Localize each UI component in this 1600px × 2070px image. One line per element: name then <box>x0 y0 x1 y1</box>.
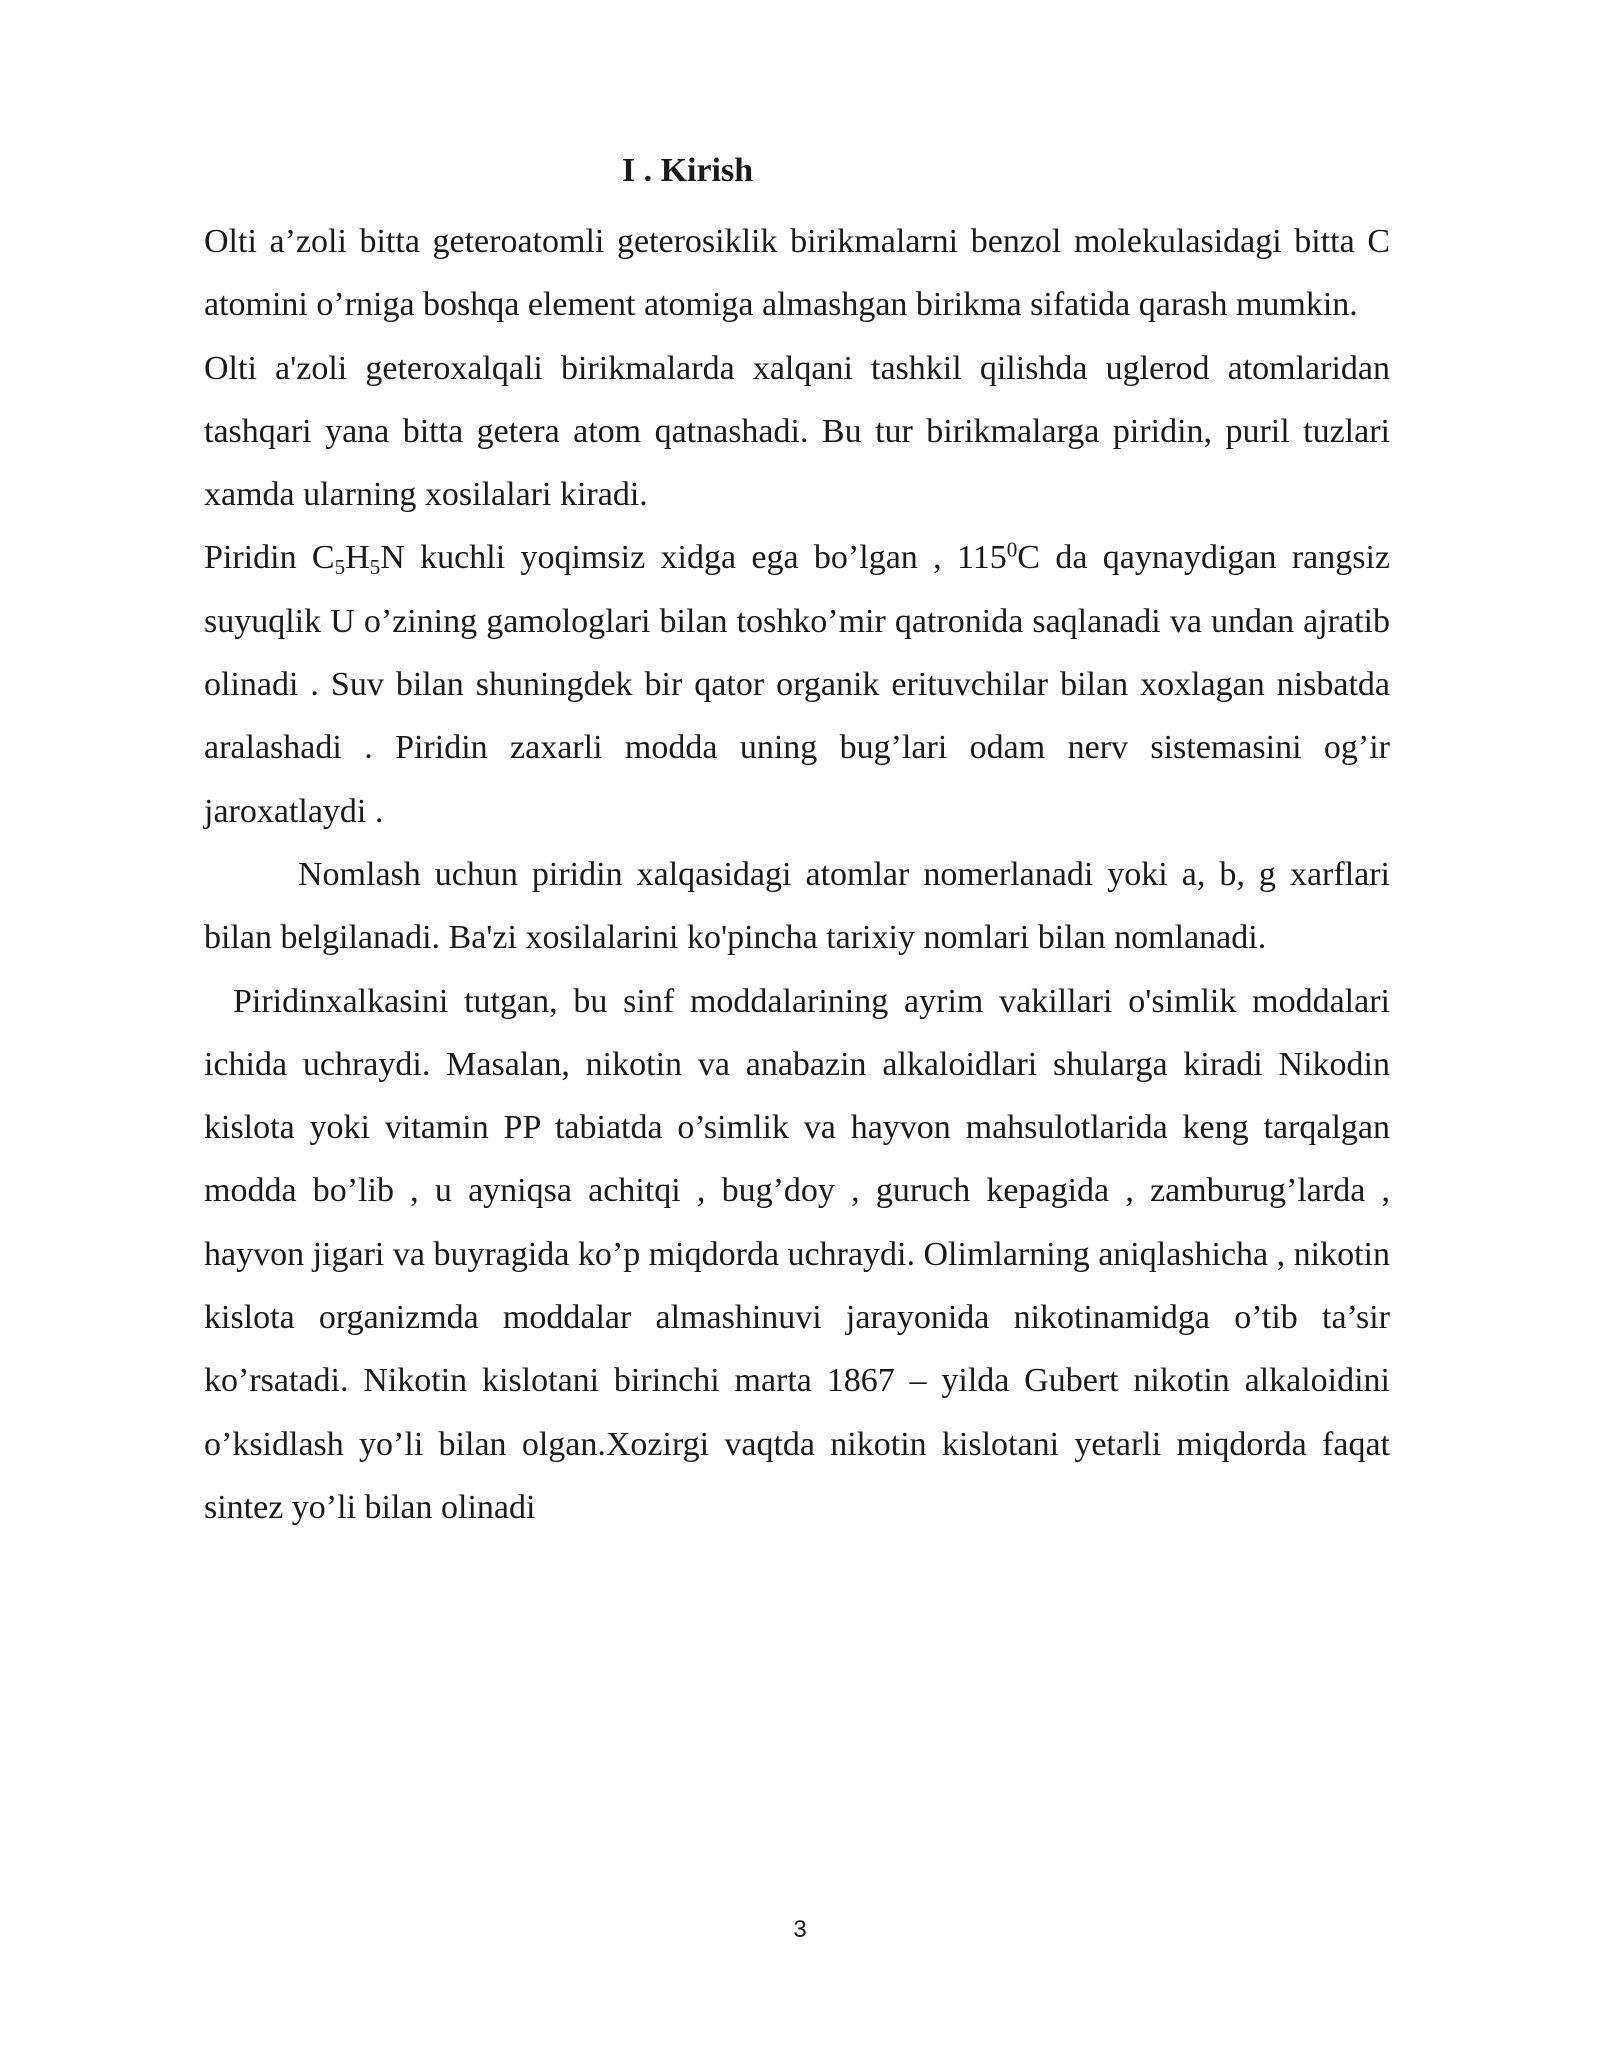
paragraph-pyridine-properties <box>204 526 1390 842</box>
page-number: 3 <box>793 1916 807 1943</box>
subscript-carbon: 5 <box>334 555 346 580</box>
pyridine-text-part4: C da qaynaydigan rangsiz suyuqlik U o’zining gamologlari bilan toshko’mir qatronida saqlanadi va undan ajratib olinadi . Suv bilan shuningdek bir qator organik erituvchilar bilan xoxlagan nisbatda aralashadi . Piridin zaxarli modda uning bug’lari odam nerv sistemasini og’ir jaroxatlaydi . <box>204 539 1391 830</box>
pyridine-text-part2: H <box>345 539 370 577</box>
section-heading: I . Kirish <box>621 152 754 189</box>
pyridine-text-part1: Piridin C <box>204 539 335 577</box>
pyridine-text-part3: N kuchli yoqimsiz xidga ega bo’lgan , 115 <box>380 539 1007 577</box>
body-text <box>204 210 1390 1539</box>
paragraph-nicotinic-acid: Piridinxalkasini tutgan, bu sinf moddalarining ayrim vakillari o'simlik moddalari ichida uchraydi. Masalan, nikotin va anabazin alkaloidlari shularga kiradi Nikodin kislota yoki vitamin PP tabiatda o’simlik va hayvon mahsulotlarida keng tarqalgan modda bo’lib , u ayniqsa achitqi , bug’doy , guruch kepagida , zamburug’larda , hayvon jigari va buyragida ko’p miqdorda uchraydi. Olimlarning aniqlashicha , nikotin kislota organizmda moddalar almashinuvi jarayonida nikotinamidga o’tib ta’sir ko’rsatadi. Nikotin kislotani birinchi marta 1867 – yilda Gubert nikotin alkaloidini o’ksidlash yo’li bilan olgan.Xozirgi vaqtda nikotin kislotani yetarli miqdorda faqat sintez yo’li bilan olinadi <box>204 982 1390 1526</box>
subscript-hydrogen: 5 <box>369 555 381 580</box>
paragraph-heterocycles: Olti a'zoli geteroxalqali birikmalarda xalqani tashkil qilishda uglerod atomlaridan tashqari yana bitta getera atom qatnashadi. Bu tur birikmalarga piridin, puril tuzlari xamda ularning xosilalari kiradi. <box>204 349 1390 514</box>
paragraph-nomenclature: Nomlash uchun piridin xalqasidagi atomlar nomerlanadi yoki a, b, g xarflari bilan belgilanadi. Ba'zi xosilalarini ko'pincha tarixiy nomlari bilan nomlanadi. <box>204 855 1390 957</box>
degree-superscript: 0 <box>1006 537 1018 562</box>
paragraph-intro: Olti a’zoli bitta geteroatomli geterosiklik birikmalarni benzol molekulasidagi bitta C atomini o’rniga boshqa element atomiga almashgan birikma sifatida qarash mumkin. <box>204 223 1390 324</box>
